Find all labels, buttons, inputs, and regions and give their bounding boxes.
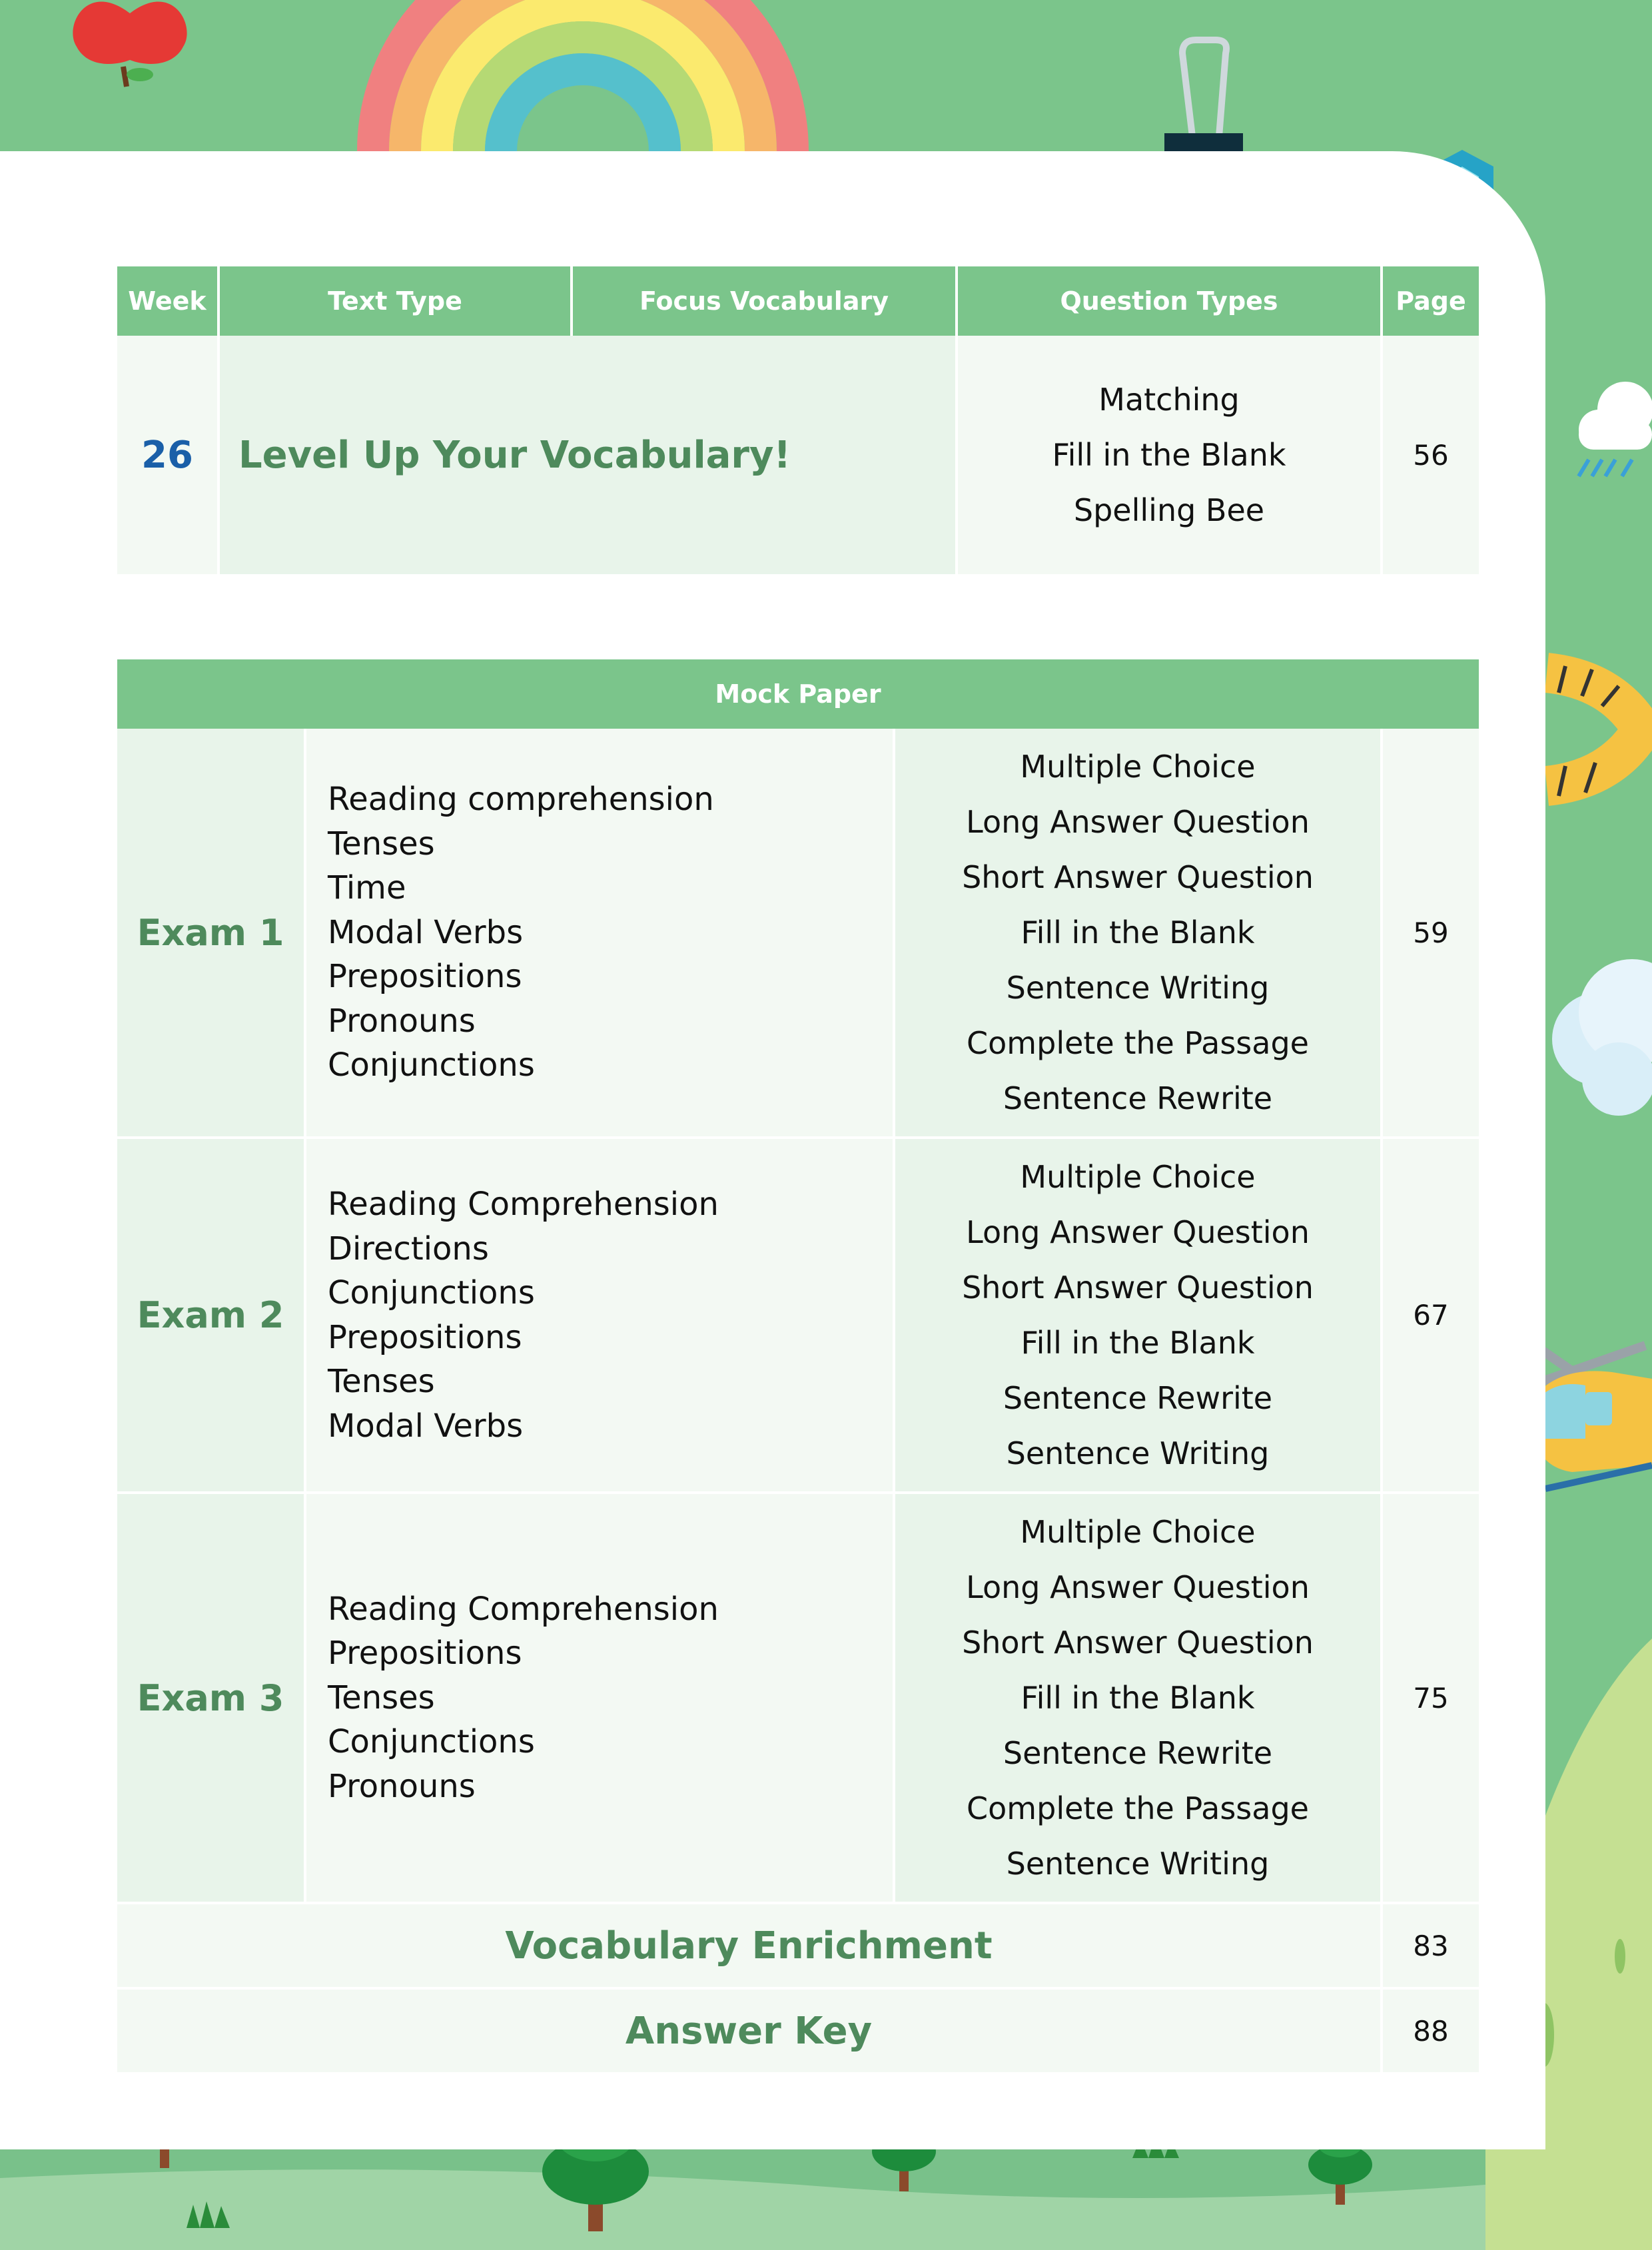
tiger-tail-icon <box>1547 666 1642 796</box>
list-item: Fill in the Blank <box>1021 1324 1255 1361</box>
list-item: Prepositions <box>328 1635 522 1673</box>
header-focus-vocabulary: Focus Vocabulary <box>573 266 958 336</box>
exam-label: Exam 2 <box>117 1139 306 1494</box>
apple-icon <box>73 2 187 87</box>
list-item: Time <box>328 869 406 907</box>
list-item: Modal Verbs <box>328 1407 524 1445</box>
list-item: Prepositions <box>328 1318 522 1356</box>
list-item: Fill in the Blank <box>1052 436 1286 473</box>
header-page: Page <box>1383 266 1479 336</box>
list-item: Sentence Writing <box>1006 1845 1270 1882</box>
list-item: Sentence Rewrite <box>1003 1080 1273 1116</box>
week-number: 26 <box>117 336 220 577</box>
page-number: 67 <box>1383 1139 1479 1494</box>
header-text-type: Text Type <box>220 266 573 336</box>
table-row <box>117 1904 1479 1990</box>
answer-key-title: Answer Key <box>117 1990 1383 2075</box>
list-item: Tenses <box>328 1679 435 1716</box>
list-item: Sentence Rewrite <box>1003 1734 1273 1771</box>
list-item: Fill in the Blank <box>1021 914 1255 950</box>
list-item: Sentence Writing <box>1006 1435 1270 1471</box>
list-item: Multiple Choice <box>1020 1158 1256 1195</box>
page-number: 59 <box>1383 729 1479 1139</box>
question-types-list <box>958 336 1383 577</box>
list-item: Multiple Choice <box>1020 1513 1256 1550</box>
list-item: Short Answer Question <box>962 1624 1314 1661</box>
mock-paper-heading: Mock Paper <box>117 659 1479 729</box>
list-item: Matching <box>1098 381 1240 418</box>
list-item: Tenses <box>328 825 435 863</box>
question-types-list <box>895 729 1383 1139</box>
topic-list <box>306 1139 895 1494</box>
list-item: Sentence Rewrite <box>1003 1379 1273 1416</box>
list-item: Reading Comprehension <box>328 1590 719 1628</box>
page-number: 75 <box>1383 1494 1479 1904</box>
list-item: Directions <box>328 1230 489 1268</box>
table-row <box>117 1139 1479 1494</box>
header-question-types: Question Types <box>958 266 1383 336</box>
list-item: Complete the Passage <box>967 1790 1309 1826</box>
table-row <box>117 729 1479 1139</box>
unit-title: Level Up Your Vocabulary! <box>220 336 958 577</box>
exam-label: Exam 3 <box>117 1494 306 1904</box>
list-item: Conjunctions <box>328 1046 535 1084</box>
list-item: Sentence Writing <box>1006 969 1270 1006</box>
header-week: Week <box>117 266 220 336</box>
question-types-list <box>895 1494 1383 1904</box>
list-item: Spelling Bee <box>1073 492 1265 528</box>
list-item: Long Answer Question <box>966 1569 1310 1605</box>
question-types-list <box>895 1139 1383 1494</box>
list-item: Modal Verbs <box>328 913 524 951</box>
exam-label: Exam 1 <box>117 729 306 1139</box>
list-item: Reading Comprehension <box>328 1186 719 1223</box>
topic-list <box>306 1494 895 1904</box>
page-number: 88 <box>1383 1990 1479 2075</box>
cloud-icon <box>1552 959 1652 1116</box>
list-item: Multiple Choice <box>1020 748 1256 785</box>
list-item: Short Answer Question <box>962 859 1314 895</box>
list-item: Pronouns <box>328 1767 476 1805</box>
list-item: Short Answer Question <box>962 1269 1314 1306</box>
list-item: Pronouns <box>328 1002 476 1040</box>
list-item: Long Answer Question <box>966 1214 1310 1250</box>
table-row <box>117 1990 1479 2075</box>
table-row <box>117 1494 1479 1904</box>
week-table <box>117 266 1479 577</box>
list-item: Long Answer Question <box>966 803 1310 840</box>
list-item: Complete the Passage <box>967 1024 1309 1061</box>
topic-list <box>306 729 895 1139</box>
list-item: Reading comprehension <box>328 781 714 819</box>
page-number: 83 <box>1383 1904 1479 1990</box>
list-item: Conjunctions <box>328 1723 535 1761</box>
list-item: Fill in the Blank <box>1021 1679 1255 1716</box>
rain-cloud-icon <box>1579 382 1652 476</box>
vocabulary-enrichment-title: Vocabulary Enrichment <box>117 1904 1383 1990</box>
list-item: Conjunctions <box>328 1274 535 1312</box>
mock-paper-table <box>117 659 1479 2075</box>
page-number: 56 <box>1383 336 1479 577</box>
list-item: Prepositions <box>328 958 522 996</box>
table-row <box>117 336 1479 577</box>
rainbow-icon <box>373 0 793 151</box>
list-item: Tenses <box>328 1363 435 1400</box>
